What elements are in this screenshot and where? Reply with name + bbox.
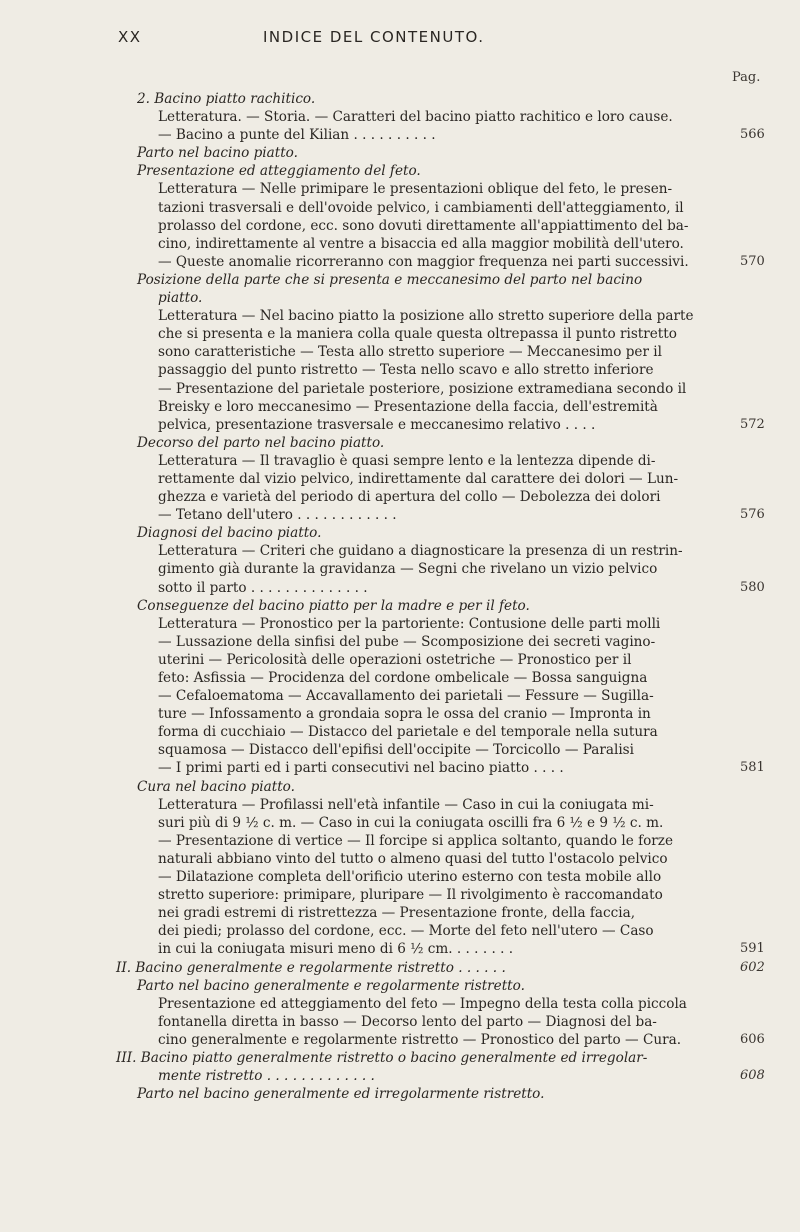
page-column-label: Pag. (732, 70, 761, 85)
toc-line (116, 253, 765, 271)
toc-page-number: 591 (740, 941, 765, 957)
toc-line-text: ture — Infossamento a grondaia sopra le ossa del cranio — Impronta in (158, 706, 651, 723)
toc-line-text: stretto superiore: primipare, pluripare — Il rivolgimento è raccomandato (158, 887, 663, 904)
toc-line-text: Presentazione ed atteggiamento del feto. (137, 163, 421, 180)
toc-line (116, 235, 736, 253)
toc-page-number: 608 (740, 1068, 765, 1084)
toc-line-text: — Presentazione del parietale posteriore, posizione extramediana secondo il (158, 380, 687, 397)
toc-body (116, 90, 765, 1103)
toc-line (116, 1067, 765, 1085)
toc-line-text: Parto nel bacino generalmente e regolarmente ristretto. (137, 977, 525, 994)
toc-line (116, 126, 765, 144)
toc-page-number: 570 (740, 253, 765, 269)
toc-line-text: tazioni trasversali e dell'ovoide pelvico, i cambiamenti dell'atteggiamento, il (158, 199, 684, 216)
toc-line-text: Parto nel bacino generalmente ed irregolarmente ristretto. (137, 1086, 545, 1103)
toc-line-text: — Tetano dell'utero . . . . . . . . . . . . (158, 507, 397, 524)
toc-line-text: Presentazione ed atteggiamento del feto — Impegno della testa colla piccola (158, 995, 687, 1012)
toc-line-text: forma di cucchiaio — Distacco del parietale e del temporale nella sutura (158, 724, 658, 741)
toc-line (116, 199, 736, 217)
toc-line (116, 271, 736, 289)
toc-line (116, 597, 736, 615)
toc-line (116, 162, 736, 180)
toc-line (116, 850, 736, 868)
toc-line-text: Letteratura — Pronostico per la partoriente: Contusione delle parti molli (158, 615, 661, 632)
toc-line (116, 90, 736, 108)
toc-line (116, 325, 736, 343)
page-title: INDICE DEL CONTENUTO. (263, 28, 485, 46)
toc-line (116, 217, 736, 235)
toc-line-text: Diagnosi del bacino piatto. (137, 525, 322, 542)
toc-line (116, 687, 736, 705)
toc-line-text: Letteratura — Il travaglio è quasi sempre lento e la lentezza dipende di- (158, 452, 656, 469)
toc-line (116, 959, 765, 977)
toc-line-text: — Dilatazione completa dell'orificio uterino esterno con testa mobile allo (158, 869, 662, 886)
toc-line (116, 633, 736, 651)
toc-line-text: Letteratura — Profilassi nell'età infantile — Caso in cui la coniugata mi- (158, 796, 654, 813)
toc-line (116, 108, 736, 126)
toc-line (116, 741, 736, 759)
toc-line (116, 995, 736, 1013)
toc-line (116, 1085, 736, 1103)
toc-line (116, 814, 736, 832)
toc-line-text: uterini — Pericolosità delle operazioni ostetriche — Pronostico per il (158, 651, 632, 668)
toc-line-text: suri più di 9 ½ c. m. — Caso in cui la coniugata oscilli fra 6 ½ e 9 ½ c. m. (158, 814, 664, 831)
toc-line (116, 343, 736, 361)
toc-line-text: piatto. (158, 290, 203, 307)
toc-page-number: 576 (740, 507, 765, 523)
toc-line-text: naturali abbiano vinto del tutto o almeno quasi del tutto l'ostacolo pelvico (158, 850, 668, 867)
toc-line-text: ghezza e varietà del periodo di apertura del collo — Debolezza dei dolori (158, 489, 661, 506)
toc-page-number: 581 (740, 760, 765, 776)
page-number: XX (118, 28, 142, 46)
toc-line (116, 904, 736, 922)
toc-line-text: — I primi parti ed i parti consecutivi nel bacino piatto . . . . (158, 760, 564, 777)
toc-line (116, 380, 736, 398)
toc-line-text: nei gradi estremi di ristrettezza — Presentazione fronte, della faccia, (158, 905, 636, 922)
toc-line-text: Cura nel bacino piatto. (137, 778, 295, 795)
toc-page-number: 580 (740, 579, 765, 595)
toc-line-text: squamosa — Distacco dell'epifisi dell'occipite — Torcicollo — Paralisi (158, 742, 634, 759)
toc-line-text: gimento già durante la gravidanza — Segni che rivelano un vizio pelvico (158, 561, 658, 578)
toc-line (116, 977, 736, 995)
toc-line (116, 361, 736, 379)
toc-line (116, 506, 765, 524)
toc-page-number: 566 (740, 127, 765, 143)
toc-line (116, 615, 736, 633)
toc-line (116, 832, 736, 850)
toc-line (116, 398, 736, 416)
toc-line (116, 289, 736, 307)
toc-line-text: cino, indirettamente al ventre a bisaccia ed alla maggior mobilità dell'utero. (158, 235, 684, 252)
toc-line (116, 868, 736, 886)
toc-line (116, 524, 736, 542)
toc-line-text: — Bacino a punte del Kilian . . . . . . . . . . (158, 127, 436, 144)
toc-line-text: Posizione della parte che si presenta e meccanesimo del parto nel bacino (137, 271, 643, 288)
toc-line-text: Letteratura — Nelle primipare le presentazioni oblique del feto, le presen- (158, 181, 673, 198)
toc-line (116, 1031, 765, 1049)
toc-line (116, 705, 736, 723)
toc-line-text: II. Bacino generalmente e regolarmente ristretto . . . . . . (116, 959, 506, 976)
toc-page-number: 572 (740, 416, 765, 432)
toc-line-text: — Cefaloematoma — Accavallamento dei parietali — Fessure — Sugilla- (158, 688, 654, 705)
toc-line (116, 651, 736, 669)
toc-line-text: rettamente dal vizio pelvico, indirettamente dal carattere dei dolori — Lun- (158, 470, 679, 487)
page-header (0, 28, 800, 52)
toc-line (116, 1013, 736, 1031)
toc-line (116, 434, 736, 452)
toc-line-text: Letteratura — Criteri che guidano a diagnosticare la presenza di un restrin- (158, 543, 683, 560)
toc-line-text: — Presentazione di vertice — Il forcipe si applica soltanto, quando le forze (158, 832, 674, 849)
toc-line (116, 144, 736, 162)
toc-line-text: che si presenta e la maniera colla quale questa oltrepassa il punto ristretto (158, 326, 677, 343)
toc-line-text: in cui la coniugata misuri meno di 6 ½ cm. . . . . . . . (158, 941, 514, 958)
toc-line-text: III. Bacino piatto generalmente ristretto o bacino generalmente ed irregolar- (116, 1049, 648, 1066)
toc-line (116, 307, 736, 325)
toc-line (116, 922, 736, 940)
toc-line (116, 180, 736, 198)
toc-line-text: sono caratteristiche — Testa allo stretto superiore — Meccanesimo per il (158, 344, 662, 361)
toc-line-text: pelvica, presentazione trasversale e meccanesimo relativo . . . . (158, 416, 596, 433)
toc-line-text: — Lussazione della sinfisi del pube — Scomposizione dei secreti vagino- (158, 633, 656, 650)
toc-line (116, 470, 736, 488)
toc-line (116, 416, 765, 434)
toc-line (116, 579, 765, 597)
toc-line (116, 452, 736, 470)
toc-line (116, 1049, 736, 1067)
toc-line (116, 542, 736, 560)
toc-line-text: Breisky e loro meccanesimo — Presentazione della faccia, dell'estremità (158, 398, 658, 415)
toc-line (116, 759, 765, 777)
toc-page-number: 606 (740, 1031, 765, 1047)
toc-line-text: Letteratura — Nel bacino piatto la posizione allo stretto superiore della parte (158, 308, 694, 325)
toc-line-text: Letteratura. — Storia. — Caratteri del bacino piatto rachitico e loro cause. (158, 109, 673, 126)
toc-line (116, 669, 736, 687)
toc-line-text: Decorso del parto nel bacino piatto. (137, 434, 385, 451)
toc-line-text: dei piedi; prolasso del cordone, ecc. — Morte del feto nell'utero — Caso (158, 923, 654, 940)
toc-line (116, 488, 736, 506)
toc-line-text: 2. Bacino piatto rachitico. (137, 91, 316, 107)
toc-line-text: Parto nel bacino piatto. (137, 145, 298, 162)
toc-line (116, 723, 736, 741)
toc-line-text: feto: Asfissia — Procidenza del cordone ombelicale — Bossa sanguigna (158, 670, 648, 686)
toc-line-text: prolasso del cordone, ecc. sono dovuti direttamente all'appiattimento del ba- (158, 217, 689, 234)
toc-line (116, 560, 736, 578)
toc-line-text: fontanella diretta in basso — Decorso lento del parto — Diagnosi del ba- (158, 1013, 657, 1030)
toc-line-text: cino generalmente e regolarmente ristretto — Pronostico del parto — Cura. (158, 1031, 682, 1048)
toc-line (116, 796, 736, 814)
toc-line-text: mente ristretto . . . . . . . . . . . . . (158, 1068, 375, 1085)
toc-line-text: Conseguenze del bacino piatto per la madre e per il feto. (137, 597, 530, 614)
toc-line-text: sotto il parto . . . . . . . . . . . . . . (158, 579, 368, 596)
toc-line (116, 886, 736, 904)
toc-line-text: passaggio del punto ristretto — Testa nello scavo e allo stretto inferiore (158, 362, 654, 379)
toc-page-number: 602 (740, 959, 765, 975)
toc-line (116, 940, 765, 958)
toc-line-text: — Queste anomalie ricorreranno con maggior frequenza nei parti successivi. (158, 253, 689, 270)
toc-line (116, 778, 736, 796)
